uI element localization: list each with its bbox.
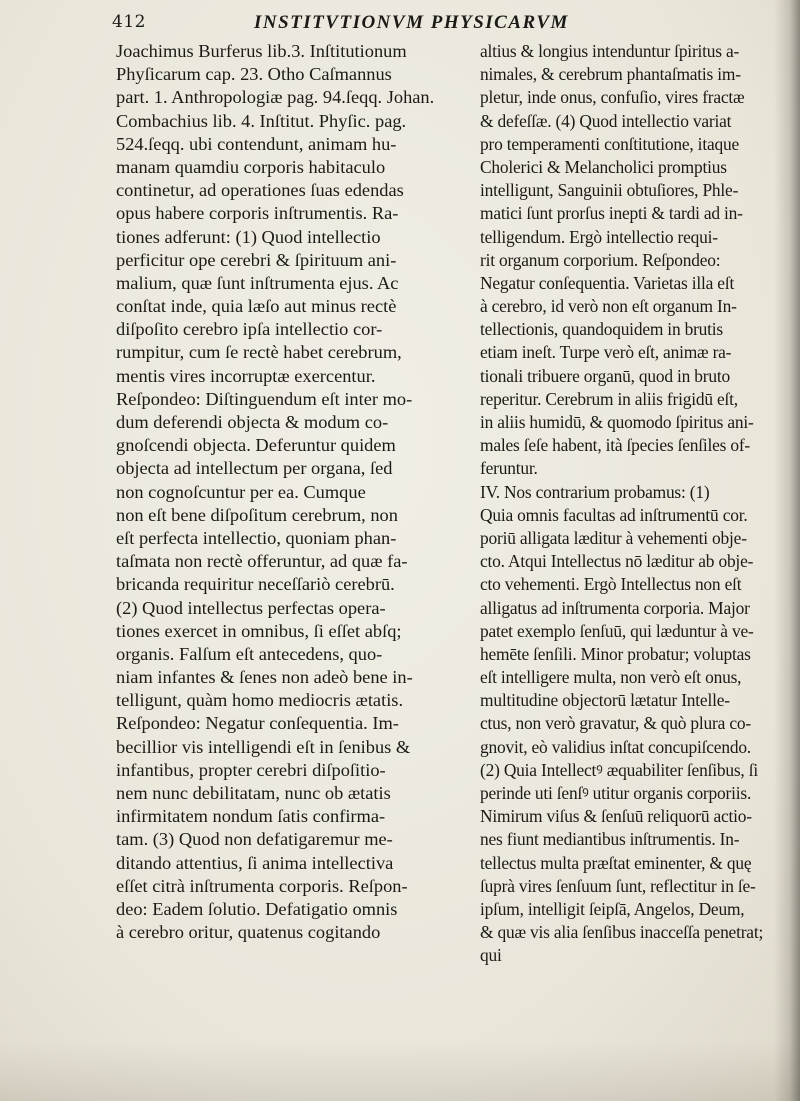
right-column-line: patet exemplo ſenſuū, qui læduntur à ve- (480, 620, 754, 641)
binding-edge-shadow (774, 0, 800, 1101)
right-column-line: gnovit, eò validius inſtat concupiſcendo. (480, 736, 751, 757)
left-column-line: ditando attentius, ſi anima intellectiva (116, 852, 394, 873)
right-column-line: in aliis humidū, & quomodo ſpiritus ani- (480, 412, 754, 432)
left-column-line: eſſet citrà inſtrumenta corporis. Reſpon- (116, 875, 408, 896)
page-bottom-shade (0, 1041, 800, 1101)
left-column-line: Reſpondeo: Diſtinguendum eſt inter mo- (116, 388, 413, 409)
left-column-line: continetur, ad operationes ſuas edendas (116, 180, 404, 201)
left-column-line: part. 1. Anthropologiæ pag. 94.ſeqq. Johan. (116, 87, 435, 108)
right-column-line: matici ſunt prorſus inepti & tardi ad in- (480, 203, 743, 224)
left-column-line: telligunt, quàm homo mediocris ætatis. (116, 690, 404, 711)
left-column-line: rumpitur, cum ſe rectè habet cerebrum, (116, 342, 402, 363)
left-column-line: malium, quæ ſunt inſtrumenta ejus. Ac (116, 272, 399, 293)
right-column-line: & defeſſæ. (4) Quod intellectio variat (480, 110, 732, 131)
left-column-line: gnoſcendi objecta. Deferuntur quidem (116, 435, 396, 456)
left-column-line: 524.ſeqq. ubi contendunt, animam hu- (116, 133, 397, 154)
right-column-line: nes fiunt mediantibus inſtrumentis. In- (480, 829, 740, 850)
right-column-line: pletur, inde onus, confuſio, vires fractæ (480, 87, 745, 108)
left-column-line: taſmata non rectè offeruntur, ad quæ fa- (116, 551, 408, 572)
right-column-line: cto vehementi. Ergò Intellectus non eſt (480, 574, 742, 595)
right-column-line: (2) Quia Intellectꝰ æquabiliter ſenſibus, ſi (480, 759, 758, 780)
left-column-line: (2) Quod intellectus perfectas opera- (116, 597, 386, 618)
left-column-line: infirmitatem nondum ſatis confirma- (116, 806, 386, 827)
right-text-column (480, 40, 798, 968)
right-column-line: pro temperamenti conſtitutione, itaque (480, 133, 739, 154)
left-column-line: opus habere corporis inſtrumentis. Ra- (116, 203, 399, 224)
right-column-line: reperitur. Cerebrum in aliis frigidū eſt, (480, 388, 738, 409)
left-column-line: Combachius lib. 4. Inſtitut. Phyſic. pag. (116, 110, 407, 131)
page-number: 412 (112, 12, 146, 32)
page-header (112, 12, 772, 38)
left-column-line: becillior vis intelligendi eſt in ſenibus & (116, 736, 411, 757)
left-column-line: non cognoſcuntur per ea. Cumque (116, 481, 366, 502)
left-column-line: non eſt bene diſpoſitum cerebrum, non (116, 504, 398, 525)
right-column-line: qui (480, 945, 502, 966)
running-title: INSTITVTIONVM PHYSICARVM (254, 12, 569, 33)
left-column-line: niam infantes & ſenes non adeò bene in- (116, 667, 413, 688)
left-column-line: tiones adferunt: (1) Quod intellectio (116, 226, 381, 247)
left-column-line: Phyſicarum cap. 23. Otho Caſmannus (116, 64, 392, 85)
right-column-line: perinde uti ſenſꝰ utitur organis corporiis. (480, 783, 752, 803)
left-column-line: objecta ad intellectum per organa, ſed (116, 458, 393, 479)
right-column-line: hemēte ſenſili. Minor probatur; voluptas (480, 643, 751, 664)
left-column-line: tam. (3) Quod non defatigaremur me- (116, 829, 393, 850)
right-column-line: tellectionis, quandoquidem in brutis (480, 319, 723, 340)
left-column-line: manam quamdiu corporis habitaculo (116, 156, 386, 177)
left-column-line: tiones exercet in omnibus, ſi eſſet abſq; (116, 620, 402, 641)
right-column-line: alligatus ad inſtrumenta corporia. Major (480, 597, 750, 618)
left-column-line: organis. Falſum eſt antecedens, quo- (116, 643, 383, 664)
right-column-line: telligendum. Ergò intellectio requi- (480, 226, 718, 247)
right-column-line: tellectus multa præſtat eminenter, & quę (480, 852, 752, 873)
left-column-line: Joachimus Burferus lib.3. Inſtitutionum (116, 41, 407, 61)
left-column-line: à cerebro oritur, quatenus cogitando (116, 922, 381, 943)
left-column-line: Reſpondeo: Negatur conſequentia. Im- (116, 713, 399, 734)
right-column-line: feruntur. (480, 458, 538, 479)
left-column-line: bricanda requiritur neceſſariò cerebrū. (116, 574, 395, 595)
left-column-line: perficitur ope cerebri & ſpirituum ani- (116, 249, 397, 270)
right-column-line: ctus, non verò gravatur, & quò plura co- (480, 713, 751, 734)
right-column-line: Cholerici & Melancholici promptius (480, 156, 727, 177)
right-column-line: etiam ineſt. Turpe verò eſt, animæ ra- (480, 342, 732, 363)
right-column-line: cto. Atqui Intellectus nō læditur ab obje- (480, 551, 754, 572)
right-column-line: & quæ vis alia ſenſibus inacceſſa penetrat; (480, 922, 764, 943)
right-column-line: rit organum corporium. Reſpondeo: (480, 249, 721, 270)
right-column-line: IV. Nos contrarium probamus: (1) (480, 481, 710, 502)
right-column-line: nimales, & cerebrum phantaſmatis im- (480, 64, 741, 85)
left-column-line: eſt perfecta intellectio, quoniam phan- (116, 527, 397, 548)
left-column-line: infantibus, propter cerebri diſpoſitio- (116, 759, 386, 780)
right-column-line: ipſum, intelligit ſeipſā, Angelos, Deum, (480, 898, 745, 919)
left-column-line: conſtat inde, quia læſo aut minus rectè (116, 296, 397, 317)
left-column-line: diſpoſito cerebro ipſa intellectio cor- (116, 319, 383, 340)
left-text-column (116, 40, 456, 944)
left-column-line: mentis vires incorruptæ exercentur. (116, 365, 376, 386)
right-column-line: tionali tribuere organū, quod in bruto (480, 365, 730, 386)
right-column-line: Negatur conſequentia. Varietas illa eſt (480, 272, 735, 293)
left-column-line: nem nunc debilitatam, nunc ob ætatis (116, 783, 391, 803)
right-column-line: intelligunt, Sanguinii obtuſiores, Phle- (480, 180, 739, 201)
right-column-line: ſuprà vires ſenſuum ſunt, reflectitur in ſe- (480, 875, 756, 896)
right-column-line: à cerebro, id verò non eſt organum In- (480, 296, 737, 317)
right-column-line: multitudine objectorū lætatur Intelle- (480, 690, 730, 711)
right-column-line: Quia omnis facultas ad inſtrumentū cor. (480, 504, 748, 525)
right-column-line: eſt intelligere multa, non verò eſt onus, (480, 667, 742, 688)
left-column-line: deo: Eadem ſolutio. Defatigatio omnis (116, 898, 398, 919)
right-column-line: males ſeſe habent, ità ſpecies ſenſiles of- (480, 435, 751, 456)
left-column-line: dum deferendi objecta & modum co- (116, 412, 389, 432)
right-column-line: altius & longius intenduntur ſpiritus a- (480, 41, 740, 61)
right-column-line: poriū alligata læditur à vehementi obje- (480, 527, 747, 548)
right-column-line: Nimirum viſus & ſenſuū reliquorū actio- (480, 806, 752, 827)
